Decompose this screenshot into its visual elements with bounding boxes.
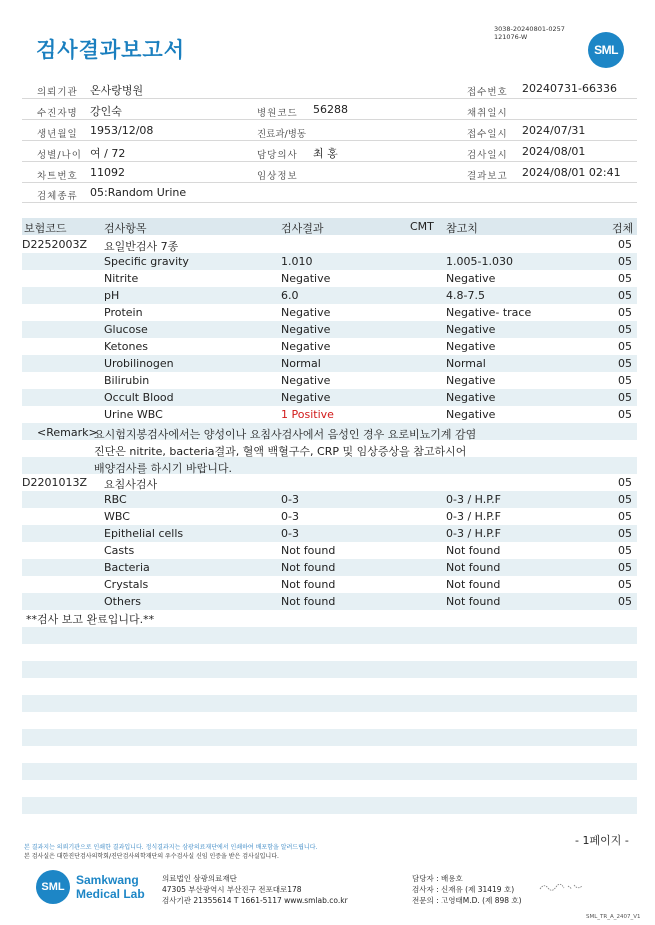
patient-value: 강인숙 <box>90 105 122 118</box>
specimen-code: 05 <box>618 255 632 268</box>
reference-range: Negative <box>446 408 496 421</box>
test-item: Bilirubin <box>104 374 150 387</box>
test-result: 1.010 <box>281 255 313 268</box>
sml-bottom-logo: SML <box>36 870 70 904</box>
report-date-label: 결과보고 <box>467 171 508 182</box>
test-item: Specific gravity <box>104 255 189 268</box>
chart-label: 차트번호 <box>37 171 78 182</box>
test-result: Negative <box>281 374 331 387</box>
sex-age-label: 성별/나이 <box>37 150 82 161</box>
table-row <box>0 576 655 593</box>
specimen-code: 05 <box>618 357 632 370</box>
test-result: 0-3 <box>281 527 299 540</box>
test-item: Urine WBC <box>104 408 163 421</box>
sex-age-value: 여 / 72 <box>90 147 126 160</box>
group-specimen: 05 <box>618 476 632 489</box>
table-row <box>0 491 655 508</box>
table-row <box>0 287 655 304</box>
table-row <box>0 389 655 406</box>
report-title: 검사결과보고서 <box>36 38 186 62</box>
document-code <box>494 25 565 41</box>
dob-label: 생년월일 <box>37 129 78 140</box>
test-result: Negative <box>281 340 331 353</box>
specimen-code: 05 <box>618 578 632 591</box>
info-divider <box>22 161 637 162</box>
table-row <box>0 270 655 287</box>
reference-range: Negative <box>446 272 496 285</box>
test-item: Ketones <box>104 340 148 353</box>
row-stripe <box>22 695 637 712</box>
test-result: 6.0 <box>281 289 299 302</box>
receipt-no-label: 접수번호 <box>467 87 508 98</box>
hospital-value: 온사랑병원 <box>90 84 144 97</box>
test-item: Occult Blood <box>104 391 174 404</box>
remark-line-2: 진단은 nitrite, bacteria결과, 혈액 백혈구수, CRP 및 임상증상을 참고하시어 <box>94 445 467 458</box>
receipt-no-value: 20240731-66336 <box>522 82 617 95</box>
test-result: Not found <box>281 595 336 608</box>
reference-range: 0-3 / H.P.F <box>446 493 501 506</box>
row-stripe <box>22 797 637 814</box>
reference-range: Negative <box>446 391 496 404</box>
receipt-date-label: 접수일시 <box>467 129 508 140</box>
reference-range: 4.8-7.5 <box>446 289 485 302</box>
test-result: 1 Positive <box>281 408 334 421</box>
specimen-code: 05 <box>618 527 632 540</box>
brand-line-2: Medical Lab <box>76 887 145 901</box>
chart-value: 11092 <box>90 166 125 179</box>
staff-tester: 검사자 : 신재유 (제 31419 호) <box>412 885 515 894</box>
hospital-label: 의뢰기관 <box>37 87 78 98</box>
specimen-code: 05 <box>618 391 632 404</box>
reference-range: 0-3 / H.P.F <box>446 510 501 523</box>
group-specimen: 05 <box>618 238 632 251</box>
test-result: Negative <box>281 391 331 404</box>
header-ref: 참고치 <box>446 222 478 235</box>
test-item: Crystals <box>104 578 149 591</box>
test-item: pH <box>104 289 120 302</box>
test-result: Not found <box>281 544 336 557</box>
reference-range: 1.005-1.030 <box>446 255 513 268</box>
test-result: Not found <box>281 561 336 574</box>
footer-notice-1: 본 결과지는 의뢰기관으로 인쇄한 결과입니다. 정식결과지는 삼광의료재단에서 인쇄하여 배포함을 알려드립니다. <box>24 844 318 851</box>
reference-range: Negative <box>446 323 496 336</box>
doctor-value: 최 홍 <box>313 147 338 160</box>
remark-line-3: 배양검사를 하시기 바랍니다. <box>94 462 233 475</box>
row-stripe <box>22 763 637 780</box>
specimen-code: 05 <box>618 408 632 421</box>
reference-range: Negative <box>446 374 496 387</box>
reference-range: Normal <box>446 357 486 370</box>
patient-label: 수진자명 <box>37 108 78 119</box>
info-divider <box>22 119 637 120</box>
test-item: Epithelial cells <box>104 527 184 540</box>
row-stripe <box>22 661 637 678</box>
test-item: Urobilinogen <box>104 357 174 370</box>
header-cmt: CMT <box>410 220 434 233</box>
report-date-value: 2024/08/01 02:41 <box>522 166 621 179</box>
test-item: Glucose <box>104 323 148 336</box>
table-row <box>0 525 655 542</box>
specimen-code: 05 <box>618 510 632 523</box>
hosp-code-value: 56288 <box>313 103 348 116</box>
doctor-label: 담당의사 <box>257 150 298 161</box>
remark-line-1: 요시험지봉검사에서는 양성이나 요침사검사에서 음성인 경우 요로비뇨기계 감염 <box>94 428 477 441</box>
specimen-code: 05 <box>618 595 632 608</box>
report-complete-note: **검사 보고 완료입니다.** <box>26 613 155 626</box>
group-code: D2201013Z <box>22 476 87 489</box>
table-row <box>0 321 655 338</box>
org-address: 47305 부산광역시 부산진구 전포대로178 <box>162 885 302 894</box>
table-row <box>0 559 655 576</box>
test-result: Normal <box>281 357 321 370</box>
specimen-code: 05 <box>618 323 632 336</box>
header-item: 검사항목 <box>104 222 147 235</box>
info-divider <box>22 182 637 183</box>
reference-range: Not found <box>446 578 501 591</box>
header-result: 검사결과 <box>281 222 324 235</box>
receipt-date-value: 2024/07/31 <box>522 124 586 137</box>
info-divider <box>22 98 637 99</box>
form-code: SML_TR_A_2407_V1 <box>586 914 641 920</box>
document-code-main: 3038-20240801-0257 <box>494 25 565 33</box>
brand-line-1: Samkwang <box>76 873 139 887</box>
staff-manager: 담당자 : 배용호 <box>412 874 463 883</box>
table-row <box>0 338 655 355</box>
reference-range: Not found <box>446 561 501 574</box>
brand-name <box>76 873 145 901</box>
test-item: Protein <box>104 306 143 319</box>
dob-value: 1953/12/08 <box>90 124 154 137</box>
group-name: 요침사검사 <box>104 478 158 491</box>
test-result: Negative <box>281 272 331 285</box>
reference-range: 0-3 / H.P.F <box>446 527 501 540</box>
test-date-label: 검사일시 <box>467 150 508 161</box>
table-row <box>0 406 655 423</box>
header-code: 보험코드 <box>24 222 67 235</box>
hosp-code-label: 병원코드 <box>257 108 298 119</box>
table-row <box>0 253 655 270</box>
row-stripe <box>22 729 637 746</box>
org-contact: 검사기관 21355614 T 1661-5117 www.smlab.co.kr <box>162 896 348 905</box>
staff-specialist: 전문의 : 고영태M.D. (제 898 호) <box>412 896 522 905</box>
group-code: D2252003Z <box>22 238 87 251</box>
dept-label: 진료과/병동 <box>257 129 307 140</box>
specimen-code: 05 <box>618 374 632 387</box>
sml-logo: SML <box>588 32 624 68</box>
table-row <box>0 355 655 372</box>
info-divider <box>22 202 637 203</box>
specimen-code: 05 <box>618 561 632 574</box>
specimen-code: 05 <box>618 306 632 319</box>
specimen-value: 05:Random Urine <box>90 186 187 199</box>
group-row-sediment <box>0 474 655 491</box>
reference-range: Not found <box>446 595 501 608</box>
info-divider <box>22 140 637 141</box>
specimen-code: 05 <box>618 544 632 557</box>
signature-mark <box>538 882 586 892</box>
collect-date-label: 채취일시 <box>467 108 508 119</box>
group-name: 요일반검사 7종 <box>104 240 179 253</box>
test-item: Casts <box>104 544 135 557</box>
test-date-value: 2024/08/01 <box>522 145 586 158</box>
test-item: Nitrite <box>104 272 139 285</box>
page-number: - 1페이지 - <box>575 834 629 847</box>
reference-range: Negative <box>446 340 496 353</box>
test-item: WBC <box>104 510 130 523</box>
reference-range: Negative- trace <box>446 306 532 319</box>
specimen-code: 05 <box>618 493 632 506</box>
header-specimen: 검체 <box>612 222 634 235</box>
specimen-label: 검체종류 <box>37 191 78 202</box>
test-item: Bacteria <box>104 561 150 574</box>
footer-notice-2: 본 검사실은 대한진단검사의학회/진단검사의학재단의 우수검사실 신임 인증을 받은 검사실입니다. <box>24 853 279 860</box>
document-code-sub: 121076-W <box>494 33 528 41</box>
remark-label: <Remark> <box>37 426 98 439</box>
table-row <box>0 508 655 525</box>
row-stripe <box>22 627 637 644</box>
table-row <box>0 304 655 321</box>
clinical-label: 임상정보 <box>257 171 298 182</box>
test-result: 0-3 <box>281 510 299 523</box>
group-row-urinalysis <box>0 236 655 253</box>
org-name: 의료법인 삼광의료재단 <box>162 874 237 883</box>
test-result: Negative <box>281 306 331 319</box>
reference-range: Not found <box>446 544 501 557</box>
specimen-code: 05 <box>618 289 632 302</box>
test-result: Negative <box>281 323 331 336</box>
specimen-code: 05 <box>618 272 632 285</box>
specimen-code: 05 <box>618 340 632 353</box>
table-row <box>0 542 655 559</box>
test-result: Not found <box>281 578 336 591</box>
test-item: RBC <box>104 493 127 506</box>
table-row <box>0 593 655 610</box>
test-item: Others <box>104 595 141 608</box>
table-row <box>0 372 655 389</box>
test-result: 0-3 <box>281 493 299 506</box>
